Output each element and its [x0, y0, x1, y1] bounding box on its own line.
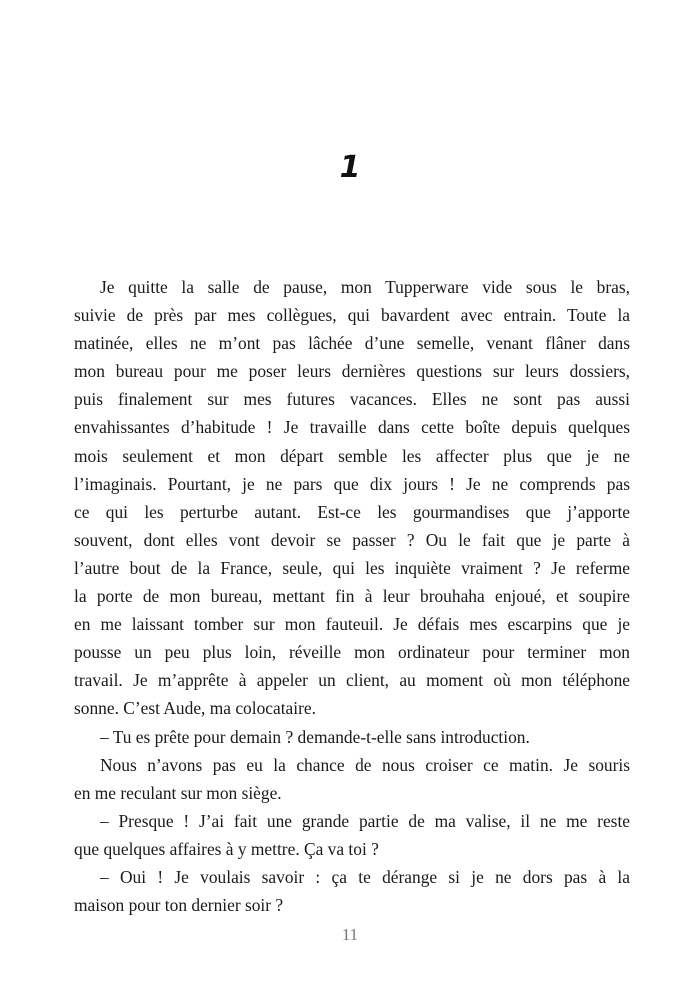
dialogue-line: maison pour ton dernier soir ?	[74, 895, 284, 916]
dialogue-line: – Oui ! Je voulais savoir : ça te dérange si je ne dors pas à la	[100, 866, 630, 887]
text-line: en me reculant sur mon siège.	[74, 782, 282, 803]
text-line: puis finalement sur mes futures vacances. Elles ne sont pas aussi	[74, 389, 630, 410]
text-line: Je quitte la salle de pause, mon Tupperware vide sous le bras,	[100, 277, 630, 297]
text-line: mois seulement et mon départ semble les affecter plus que je ne	[74, 445, 630, 466]
text-line: mon bureau pour me poser leurs dernières questions sur leurs dossiers,	[74, 361, 630, 382]
text-line: Nous n’avons pas eu la chance de nous croiser ce matin. Je souris	[100, 754, 630, 775]
text-line: l’imaginais. Pourtant, je ne pars que dix jours ! Je ne comprends pas	[74, 473, 630, 494]
text-line: ce qui les perturbe autant. Est-ce les gourmandises que j’apporte	[74, 501, 630, 522]
text-line: sonne. C’est Aude, ma colocataire.	[74, 698, 316, 719]
dialogue-line: que quelques affaires à y mettre. Ça va toi ?	[74, 838, 379, 859]
text-line: travail. Je m’apprête à appeler un client, au moment où mon téléphone	[74, 670, 630, 691]
text-line: pousse un peu plus loin, réveille mon ordinateur pour terminer mon	[74, 642, 630, 663]
text-line: suivie de près par mes collègues, qui bavardent avec entrain. Toute la	[74, 305, 630, 326]
chapter-number: 1	[339, 150, 361, 185]
text-line: l’autre bout de la France, seule, qui les inquiète vraiment ? Je referme	[74, 557, 630, 578]
dialogue-line: – Presque ! J’ai fait une grande partie de ma valise, il ne me reste	[100, 810, 630, 831]
text-line: en me laissant tomber sur mon fauteuil. Je défais mes escarpins que je	[74, 614, 630, 635]
text-line: envahissantes d’habitude ! Je travaille dans cette boîte depuis quelques	[74, 417, 630, 438]
page-number: 11	[341, 925, 359, 944]
chapter-body	[74, 273, 630, 919]
text-line: souvent, dont elles vont devoir se passer ? Ou le fait que je parte à	[74, 529, 630, 550]
dialogue-line: – Tu es prête pour demain ? demande-t-elle sans introduction.	[100, 726, 530, 747]
text-line: la porte de mon bureau, mettant fin à leur brouhaha enjoué, et soupire	[74, 586, 630, 607]
text-line: matinée, elles ne m’ont pas lâchée d’une semelle, venant flâner dans	[74, 333, 630, 354]
